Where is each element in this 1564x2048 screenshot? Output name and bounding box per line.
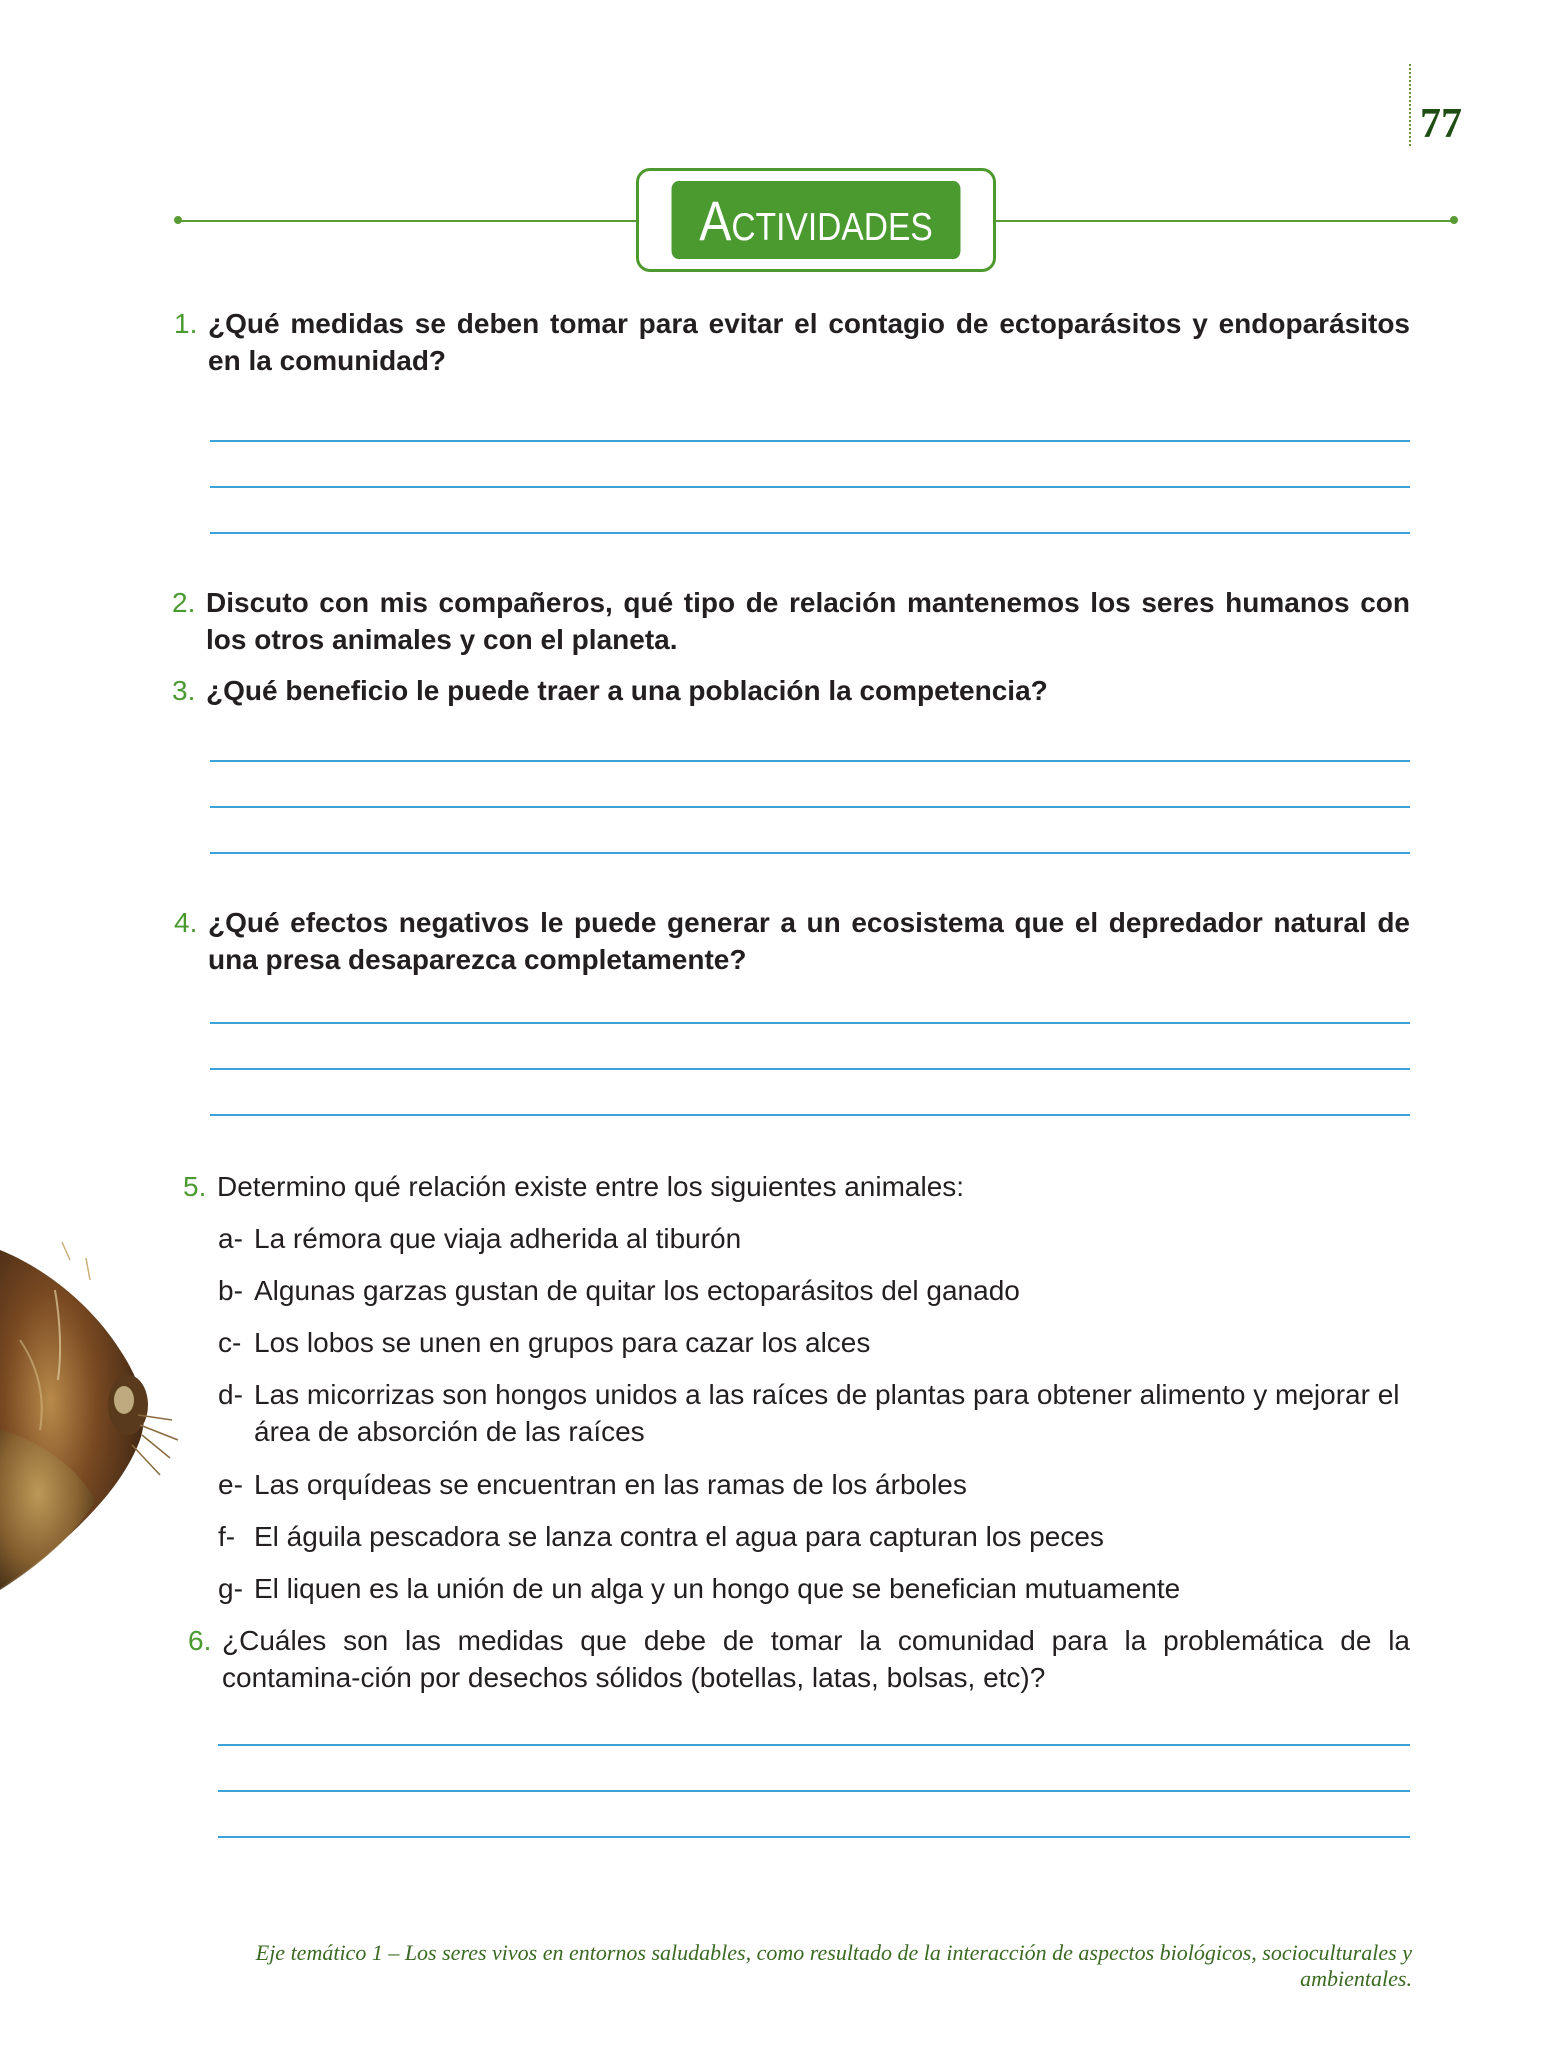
insect-illustration (0, 1230, 190, 1610)
header-rule-left (178, 220, 638, 222)
list-item-d-text: Las micorrizas son hongos unidos a las raíces de plantas para obtener alimento y mejorar el área de absorción de las raíces (254, 1379, 1400, 1447)
question-5-text: Determino qué relación existe entre los siguientes animales: (217, 1171, 965, 1202)
question-1 (174, 305, 1410, 379)
question-1-text: ¿Qué medidas se deben tomar para evitar el contagio de ectoparásitos y endoparásitos en la comunidad? (208, 308, 1410, 376)
question-6-number: 6. (188, 1625, 212, 1656)
list-item-f (218, 1518, 1410, 1555)
list-item-b (218, 1272, 1410, 1309)
answer-line-1a[interactable] (210, 440, 1410, 442)
question-3-text: ¿Qué beneficio le puede traer a una población la competencia? (206, 675, 1048, 706)
question-6-text: ¿Cuáles son las medidas que debe de tomar la comunidad para la problemática de la contamina-ción por desechos sólidos (botellas, latas, bolsas, etc)? (222, 1625, 1410, 1693)
question-1-number: 1. (174, 308, 198, 339)
list-item-g-text: El liquen es la unión de un alga y un hongo que se benefician mutuamente (254, 1573, 1181, 1604)
answer-line-4c[interactable] (210, 1114, 1410, 1116)
list-item-e-text: Las orquídeas se encuentran en las ramas de los árboles (254, 1469, 967, 1500)
question-4-number: 4. (174, 907, 198, 938)
answer-line-6c[interactable] (218, 1836, 1410, 1838)
activities-banner (636, 168, 996, 272)
list-item-c (218, 1324, 1410, 1361)
page-number-divider (1409, 64, 1411, 146)
question-5-number: 5. (183, 1171, 207, 1202)
list-item-b-text: Algunas garzas gustan de quitar los ectoparásitos del ganado (254, 1275, 1020, 1306)
page-number: 77 (1420, 101, 1462, 147)
answer-line-3c[interactable] (210, 852, 1410, 854)
answer-line-4a[interactable] (210, 1022, 1410, 1024)
question-2-number: 2. (172, 587, 196, 618)
question-2-text: Discuto con mis compañeros, qué tipo de relación mantenemos los seres humanos con los otros animales y con el planeta. (206, 587, 1410, 655)
list-item-f-text: El águila pescadora se lanza contra el agua para capturan los peces (254, 1521, 1104, 1552)
answer-line-1c[interactable] (210, 532, 1410, 534)
list-item-a (218, 1220, 1410, 1257)
list-item-e (218, 1466, 1410, 1503)
list-item-d-letter: d- (218, 1379, 243, 1410)
question-5 (183, 1168, 1410, 1205)
list-item-f-letter: f- (218, 1521, 236, 1552)
list-item-b-letter: b- (218, 1275, 243, 1306)
header-rule-right-dot (1450, 216, 1458, 224)
list-item-g-letter: g- (218, 1573, 243, 1604)
question-4-text: ¿Qué efectos negativos le puede generar a un ecosistema que el depredador natural de una presa desaparezca completamente? (208, 907, 1410, 975)
question-2 (172, 584, 1410, 658)
list-item-e-letter: e- (218, 1469, 243, 1500)
answer-line-3b[interactable] (210, 806, 1410, 808)
activities-banner-title: Actividades (672, 181, 961, 259)
header-rule-left-dot (174, 216, 182, 224)
list-item-a-text: La rémora que viaja adherida al tiburón (254, 1223, 742, 1254)
page-footer: Eje temático 1 – Los seres vivos en entornos saludables, como resultado de la interacción de aspectos biológicos, socioculturales y ambientales. (255, 1940, 1412, 1991)
list-item-g (218, 1570, 1410, 1607)
list-item-c-text: Los lobos se unen en grupos para cazar los alces (254, 1327, 871, 1358)
answer-line-4b[interactable] (210, 1068, 1410, 1070)
answer-line-3a[interactable] (210, 760, 1410, 762)
answer-line-6b[interactable] (218, 1790, 1410, 1792)
list-item-a-letter: a- (218, 1223, 243, 1254)
question-6 (188, 1622, 1410, 1696)
question-4 (174, 904, 1410, 978)
question-3 (172, 672, 1410, 709)
header-rule-right (994, 220, 1452, 222)
answer-line-1b[interactable] (210, 486, 1410, 488)
list-item-c-letter: c- (218, 1327, 242, 1358)
list-item-d (218, 1376, 1410, 1450)
question-3-number: 3. (172, 675, 196, 706)
answer-line-6a[interactable] (218, 1744, 1410, 1746)
